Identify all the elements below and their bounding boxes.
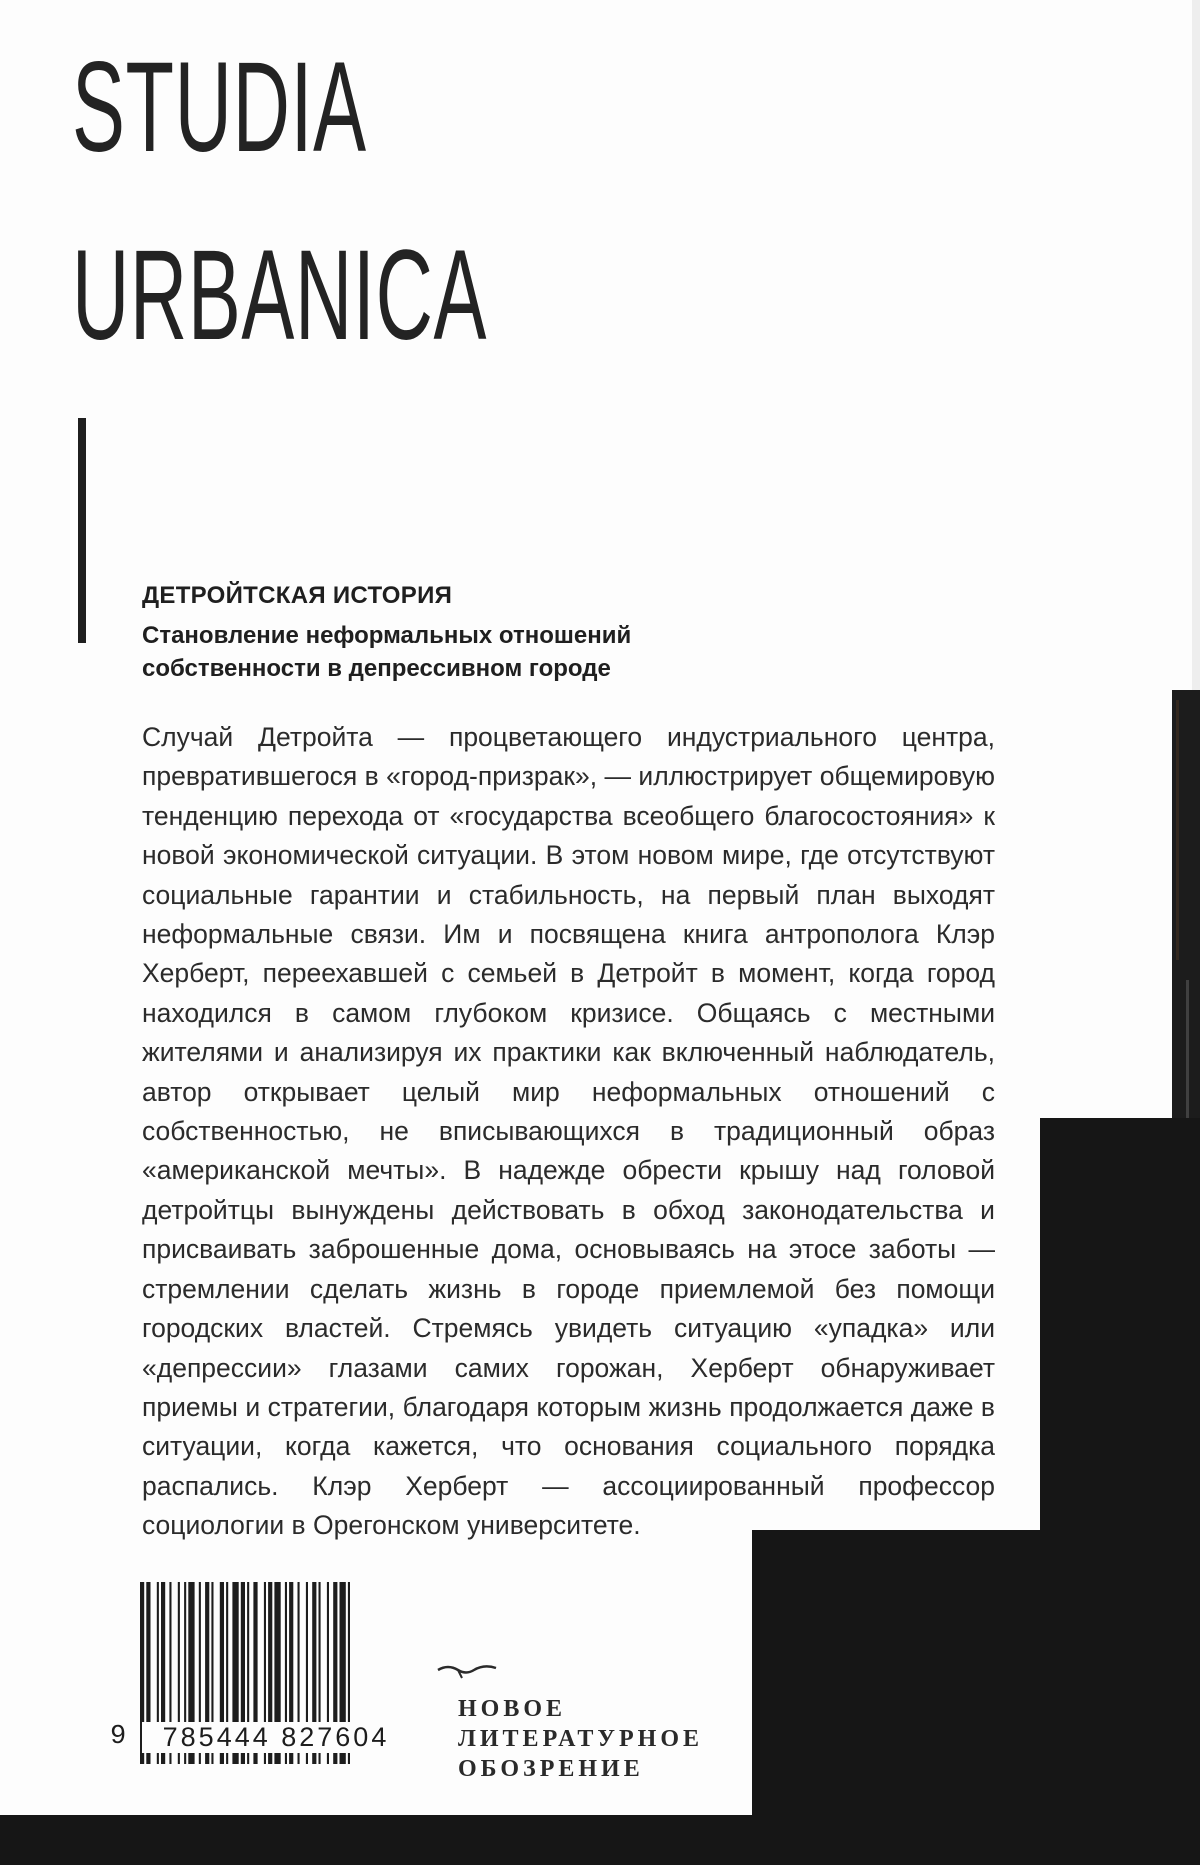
publisher-name-line-2: ЛИТЕРАТУРНОЕ xyxy=(458,1726,704,1752)
publisher-name-line-1: НОВОЕ xyxy=(458,1696,567,1722)
barcode-digits: 785444 827604 xyxy=(142,1722,410,1753)
edge-streak xyxy=(1176,700,1179,960)
series-vertical-bar xyxy=(78,418,86,643)
barcode-lead-digit: 9 xyxy=(110,1722,127,1752)
seagull-icon xyxy=(436,1664,498,1680)
cover-edge xyxy=(1192,0,1200,690)
annotation-text: Случай Детройта — процветающего индустриального центра, превратившегося в «город-призрак», — иллюстрирует общемировую тенденцию перехода от «государства всеобщего благосостояния» к новой экономической ситуации. В этом новом мире, где отсутствуют социальные гарантии и стабильность, на первый план выходят неформальные связи. Им и посвящена книга антрополога Клэр Херберт, переехавшей с семьей в Детройт в момент, когда город находился в самом глубоком кризисе. Общаясь с местными жителями и анализируя их практики как включенный наблюдатель, автор открывает целый мир неформальных отношений с собственностью, не вписывающихся в традиционный образ «американской мечты». В надежде обрести крышу над головой детройтцы вынуждены действовать в обход законодательства и присваивать заброшенные дома, основываясь на этосе заботы — стремлении сделать жизнь в городе приемлемой без помощи городских властей. Стремясь увидеть ситуацию «упадка» или «депрессии» глазами самих горожан, Херберт обнаруживает приемы и стратегии, благодаря которым жизнь продолжается даже в ситуации, когда кажется, что основания социального порядка распались. Клэр Херберт — ассоциированный профессор социологии в Орегонском университете. xyxy=(142,722,995,1541)
book-subtitle: Становление неформальных отношений собственности в депрессивном городе xyxy=(142,622,632,682)
book-title: ДЕТРОЙТСКАЯ ИСТОРИЯ xyxy=(142,582,453,609)
series-title-line-2: URBANICA xyxy=(72,224,488,367)
black-bottom-band xyxy=(0,1815,1200,1865)
series-title-line-1: STUDIA xyxy=(72,36,367,179)
publisher-name-line-3: ОБОЗРЕНИЕ xyxy=(458,1756,644,1782)
